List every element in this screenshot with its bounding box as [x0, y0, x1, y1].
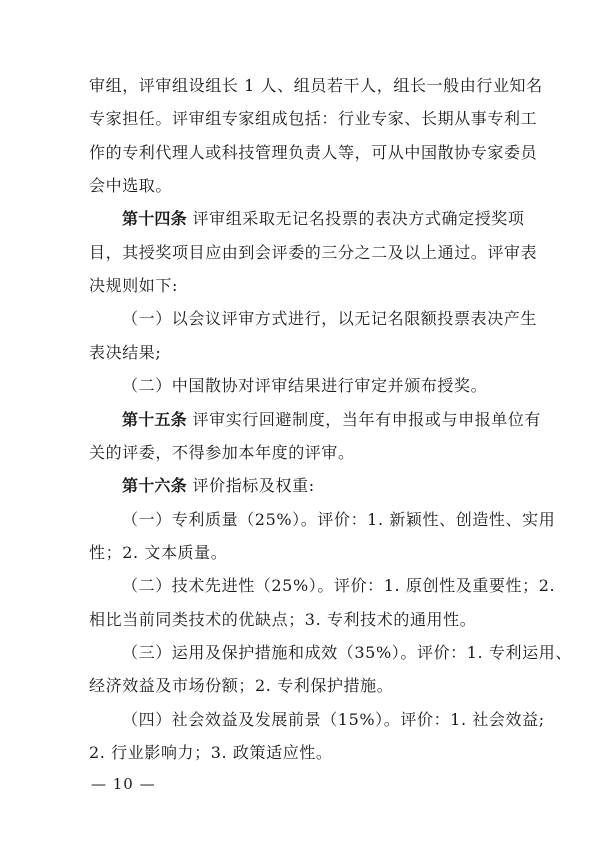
article-text: 评审组采取无记名投票的表决方式确定授奖项: [186, 209, 525, 228]
article-text: 评价指标及权重:: [186, 476, 315, 495]
text-line: （一）以会议评审方式进行，以无记名限额投票表决产生: [122, 309, 538, 328]
article-heading: 第十四条: [122, 209, 187, 228]
text-line: 表决结果;: [89, 343, 162, 362]
text-line: 作的专利代理人或科技管理负责人等，可从中国散协专家委员: [89, 143, 538, 162]
text-line: （一）专利质量（25%）。评价：1. 新颖性、创造性、实用: [122, 510, 556, 529]
text-line: （四）社会效益及发展前景（15%）。评价：1. 社会效益;: [122, 710, 545, 729]
article-16: [122, 476, 315, 496]
text-line: 2. 行业影响力；3. 政策适应性。: [89, 743, 333, 762]
article-text: 评审实行回避制度，当年有申报或与申报单位有: [186, 410, 542, 429]
article-heading: 第十六条: [122, 476, 187, 495]
page-number: — 10 —: [91, 775, 156, 793]
text-line: 经济效益及市场份额；2. 专利保护措施。: [89, 676, 394, 695]
text-line: 审组，评审组设组长 1 人、组员若干人，组长一般由行业知名: [89, 76, 543, 95]
text-line: 会中选取。: [89, 176, 173, 195]
article-heading: 第十五条: [122, 410, 187, 429]
text-line: 专家担任。评审组专家组成包括：行业专家、长期从事专利工: [89, 109, 538, 128]
article-15: [122, 410, 541, 430]
text-line: （二）中国散协对评审结果进行审定并颁布授奖。: [122, 376, 488, 395]
text-line: （三）运用及保护措施和成效（35%）。评价：1. 专利运用、: [122, 643, 572, 662]
text-line: （二）技术先进性（25%）。评价：1. 原创性及重要性；2.: [122, 576, 556, 595]
text-line: 性；2. 文本质量。: [89, 543, 228, 562]
text-line: 关的评委，不得参加本年度的评审。: [89, 443, 355, 462]
article-14: [122, 209, 525, 229]
text-line: 决规则如下:: [89, 276, 178, 295]
text-line: 相比当前同类技术的优缺点；3. 专利技术的通用性。: [89, 610, 477, 629]
text-line: 目，其授奖项目应由到会评委的三分之二及以上通过。评审表: [89, 243, 538, 262]
